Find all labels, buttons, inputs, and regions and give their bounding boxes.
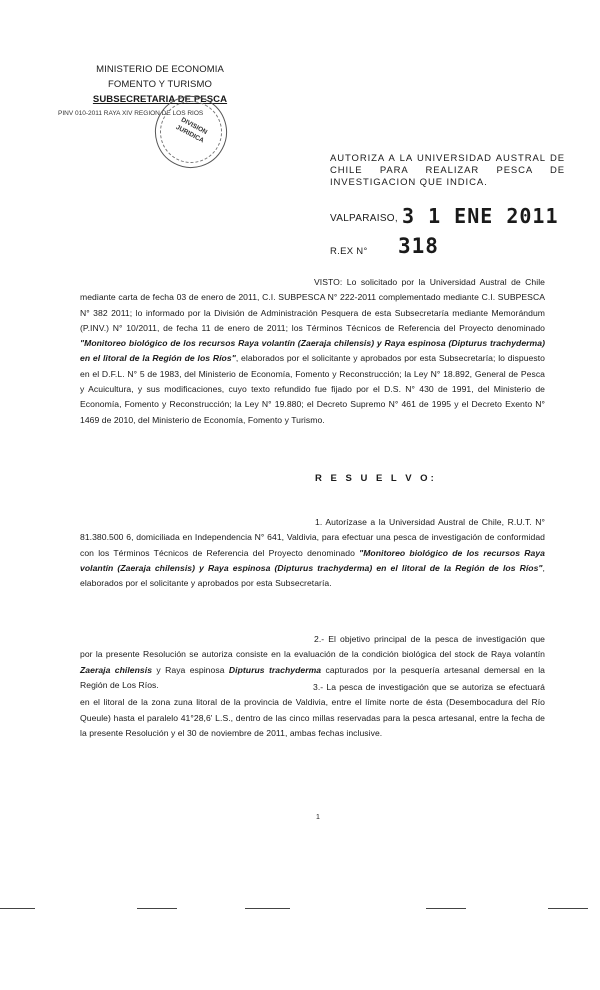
item-1-paragraph [80, 515, 545, 591]
resolution-number: 318 [398, 234, 439, 258]
scan-edge-mark [426, 908, 466, 909]
date-stamp: 3 1 ENE 2011 [402, 204, 559, 228]
scan-edge-mark [137, 908, 177, 909]
visto-text-b: , elaborados por el solicitante y aprobados por esta Subsecretaría; lo dispuesto en el D.F.L. N° 5 de 1983, del Ministerio de Economía, Fomento y Reconstrucción; la Ley N° 18.892, General de Pesca y Acuicultura, y sus modificaciones, cuyo texto refundido fue fijado por el D.S. N° 430 de 1991, del Ministerio de Economía, Fomento y Reconstrucción; la Ley N° 19.880; el Decreto Supremo N° 461 de 1995 y el Decreto Exento N° 1469 de 2010, del Ministerio de Economía, Fomento y Turismo. [80, 353, 545, 425]
resuelvo-heading: R E S U E L V O: [315, 473, 437, 484]
scan-edge-mark [245, 908, 290, 909]
rex-label: R.EX N° [330, 246, 368, 257]
item-2-species-1: Zaeraja chilensis [80, 664, 153, 675]
visto-text-a: Lo solicitado por la Universidad Austral de Chile mediante carta de fecha 03 de enero de 2011, C.I. SUBPESCA N° 222-2011 complementado mediante C.I. SUBPESCA N° 382 2011; lo informado por la División de Administración Pesquera de esta Subsecretaría mediante Memorándum (P.INV.) N° 10/2011, de fecha 11 de enero de 2011; los Términos Técnicos de Referencia del Proyecto denominado [80, 277, 545, 333]
ministry-line-2: FOMENTO Y TURISMO [108, 79, 212, 90]
item-1-text-b: , elaborados por el solicitante y aprobados por esta Subsecretaría. [80, 562, 545, 589]
visto-paragraph [80, 275, 545, 428]
item-2-text-b: y Raya espinosa [152, 664, 229, 675]
item-3-text: La pesca de investigación que se autoriza se efectuará en el litoral de la zona zuna litoral de la provincia de Valdivia, entre el límite norte de ésta (Desembocadura del Río Queule) hasta el paralelo 41°28,6' L.S., dentro de las cinco millas reservadas para la pesca artesanal, entre la fecha de la presente Resolución y el 30 de noviembre de 2011, ambas fechas inclusive. [80, 682, 545, 738]
scan-edge-mark [548, 908, 588, 909]
resolution-title: AUTORIZA A LA UNIVERSIDAD AUSTRAL DE CHILE PARA REALIZAR PESCA DE INVESTIGACION QUE INDICA. [330, 153, 565, 188]
page-number: 1 [316, 814, 320, 821]
item-3-paragraph [80, 680, 545, 741]
scan-edge-mark [0, 908, 35, 909]
stamp-text: DIVISION JURIDICA [174, 116, 209, 145]
item-3-number: 3.- [313, 682, 324, 692]
item-1-project: "Monitoreo biológico de los recursos Raya volantín (Zaeraja chilensis) y Raya espinosa (Dipturus trachyderma) en el litoral de la Región de los Ríos" [80, 547, 545, 573]
subsecretaria-label: SUBSECRETARIA DE PESCA [92, 94, 228, 105]
item-1-number: 1. [315, 517, 323, 527]
item-2-number: 2.- [314, 634, 325, 644]
place-label: VALPARAISO, [330, 213, 398, 224]
item-1-text-a: Autorízase a la Universidad Austral de Chile, R.U.T. N° 81.380.500 6, domiciliada en Independencia N° 641, Valdivia, para efectuar una pesca de investigación de conformidad con los Términos Técnicos de Referencia del Proyecto denominado [80, 517, 546, 558]
visto-label: VISTO: [314, 277, 343, 287]
item-2-text-a: El objetivo principal de la pesca de investigación que por la presente Resolución se autoriza consiste en la evaluación de la condición biológica del stock de Raya volantín [80, 634, 545, 660]
reference-code: PINV 010-2011 RAYA XIV REGION DE LOS RIOS [58, 110, 204, 117]
item-2-text-c: capturados por la pesquería artesanal demersal en la Región de Los Ríos. [80, 664, 546, 690]
ministry-line-1: MINISTERIO DE ECONOMIA [96, 64, 224, 75]
item-2-species-2: Dipturus trachyderma [228, 664, 322, 675]
visto-project: "Monitoreo biológico de los recursos Raya volantín (Zaeraja chilensis) y Raya espinosa (Dipturus trachyderma) en el litoral de la Región de los Ríos" [80, 338, 545, 364]
